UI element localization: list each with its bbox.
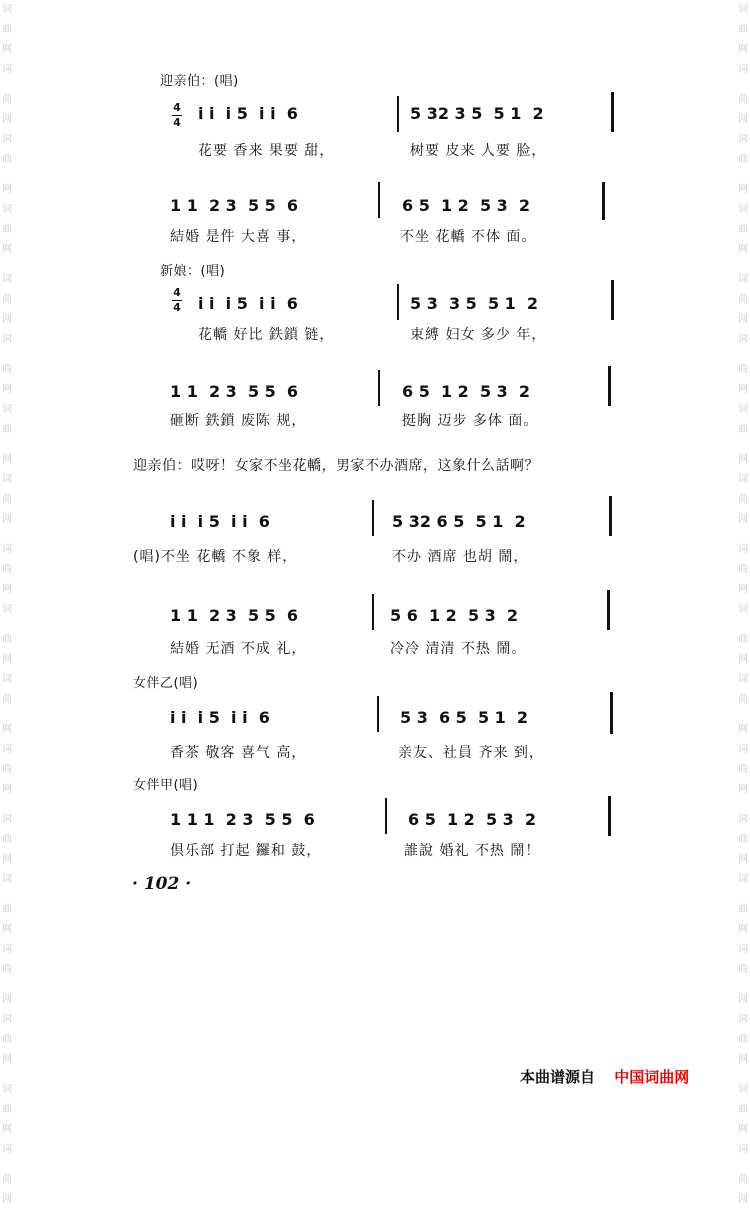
watermark-glyph: 曲 xyxy=(738,1034,748,1045)
bar-line xyxy=(608,366,611,406)
watermark-glyph: 曲 xyxy=(2,1104,12,1115)
watermark-glyph: 词 xyxy=(2,674,12,685)
role-label: 新娘：(唱) xyxy=(160,264,226,279)
watermark-glyph: 网 xyxy=(738,1194,748,1205)
notation-measure-a: i i i 5 i i 6 xyxy=(198,104,298,123)
watermark-glyph: 网 xyxy=(2,314,12,325)
watermark-glyph: 曲 xyxy=(738,94,748,105)
time-signature xyxy=(172,287,182,314)
watermark-glyph: 词 xyxy=(2,204,12,215)
watermark-glyph: 曲 xyxy=(738,634,748,645)
watermark-glyph: 曲 xyxy=(738,224,748,235)
bar-line xyxy=(378,370,380,406)
notation-measure-b: 6 5 1 2 5 3 2 xyxy=(402,196,531,215)
watermark-glyph: 词 xyxy=(738,1014,748,1025)
watermark-glyph: 曲 xyxy=(738,294,748,305)
bar-line xyxy=(611,92,614,132)
watermark-glyph: 词 xyxy=(2,474,12,485)
watermark-glyph: 词 xyxy=(2,944,12,955)
lyrics-line-b: 不坐 花轎 不体 面。 xyxy=(400,229,537,245)
lyrics-line-a xyxy=(133,546,297,566)
watermark-glyph: 网 xyxy=(738,384,748,395)
watermark-glyph: 曲 xyxy=(738,364,748,375)
lyrics-line-a: 結婚 是件 大喜 事， xyxy=(170,229,307,245)
lyrics-line-b: 树要 皮来 人要 脸， xyxy=(410,143,547,159)
watermark-glyph: 网 xyxy=(738,244,748,255)
watermark-glyph: 曲 xyxy=(2,364,12,375)
watermark-glyph: 词 xyxy=(738,474,748,485)
bar-line xyxy=(377,696,379,732)
watermark-glyph: 词 xyxy=(738,544,748,555)
watermark-glyph: 词 xyxy=(738,64,748,75)
lyrics-prefix: (唱) xyxy=(133,549,161,565)
watermark-glyph: 词 xyxy=(2,604,12,615)
watermark-glyph: 曲 xyxy=(2,294,12,305)
watermark-glyph: 网 xyxy=(2,1194,12,1205)
source-credit xyxy=(520,1066,689,1087)
watermark-glyph: 网 xyxy=(738,314,748,325)
watermark-glyph: 曲 xyxy=(2,964,12,975)
bar-line xyxy=(385,798,387,834)
watermark-glyph: 曲 xyxy=(738,764,748,775)
watermark-glyph: 网 xyxy=(738,854,748,865)
watermark-glyph: 网 xyxy=(738,454,748,465)
watermark-glyph: 词 xyxy=(2,874,12,885)
watermark-glyph: 曲 xyxy=(2,154,12,165)
time-signature-top: 4 xyxy=(173,286,181,299)
notation-measure-a: 1 1 2 3 5 5 6 xyxy=(170,196,299,215)
watermark-glyph: 曲 xyxy=(2,224,12,235)
notation-measure-b: 6 5 1 2 5 3 2 xyxy=(402,382,531,401)
watermark-glyph: 词 xyxy=(738,944,748,955)
watermark-glyph: 词 xyxy=(738,134,748,145)
watermark-glyph: 词 xyxy=(2,814,12,825)
watermark-glyph: 曲 xyxy=(738,1104,748,1115)
lyrics-line-b: 不办 酒席 也胡 鬧， xyxy=(392,549,529,565)
watermark-glyph: 词 xyxy=(738,404,748,415)
watermark-glyph: 曲 xyxy=(2,1034,12,1045)
watermark-glyph: 曲 xyxy=(2,494,12,505)
watermark-glyph: 词 xyxy=(2,404,12,415)
lyrics-line-a: 倶乐部 打起 鑼和 鼓， xyxy=(170,843,322,859)
watermark-glyph: 词 xyxy=(2,1014,12,1025)
source-prefix: 本曲谱源自 xyxy=(520,1068,596,1086)
watermark-glyph: 网 xyxy=(738,924,748,935)
watermark-glyph: 网 xyxy=(2,654,12,665)
watermark-glyph: 词 xyxy=(738,814,748,825)
watermark-glyph: 网 xyxy=(2,244,12,255)
watermark-glyph: 网 xyxy=(738,724,748,735)
bar-line xyxy=(611,280,614,320)
watermark-glyph: 网 xyxy=(738,654,748,665)
watermark-glyph: 词 xyxy=(738,874,748,885)
watermark-glyph: 词 xyxy=(2,744,12,755)
time-signature-bottom: 4 xyxy=(173,301,181,314)
notation-measure-b: 5 32 3 5 5 1 2 xyxy=(410,104,544,123)
notation-measure-b: 5 3 6 5 5 1 2 xyxy=(400,708,529,727)
notation-measure-a: i i i 5 i i 6 xyxy=(170,708,270,727)
watermark-glyph: 曲 xyxy=(2,694,12,705)
watermark-glyph: 网 xyxy=(2,724,12,735)
bar-line xyxy=(378,182,380,218)
watermark-glyph: 曲 xyxy=(2,24,12,35)
watermark-glyph: 网 xyxy=(738,114,748,125)
bar-line xyxy=(602,182,605,220)
watermark-glyph: 网 xyxy=(2,1124,12,1135)
source-site-link[interactable]: 中国词曲网 xyxy=(614,1068,690,1086)
watermark-glyph: 词 xyxy=(738,204,748,215)
watermark-glyph: 曲 xyxy=(2,634,12,645)
watermark-glyph: 网 xyxy=(738,584,748,595)
watermark-glyph: 网 xyxy=(2,514,12,525)
notation-measure-a: 1 1 2 3 5 5 6 xyxy=(170,606,299,625)
time-signature xyxy=(172,102,182,129)
time-signature-top: 4 xyxy=(173,101,181,114)
watermark-glyph: 词 xyxy=(738,4,748,15)
lyrics-line-b: 誰說 婚礼 不热 鬧！ xyxy=(404,843,541,859)
role-label: 女伴乙(唱) xyxy=(133,676,199,691)
watermark-glyph: 词 xyxy=(738,674,748,685)
time-signature-bottom: 4 xyxy=(173,116,181,129)
watermark-glyph: 曲 xyxy=(738,834,748,845)
watermark-glyph: 词 xyxy=(738,744,748,755)
watermark-glyph: 词 xyxy=(2,544,12,555)
lyrics-line-a: 香茶 敬客 喜气 高， xyxy=(170,745,307,761)
role-label: 女伴甲(唱) xyxy=(133,778,199,793)
bar-line xyxy=(610,692,613,734)
lyrics-text: 不坐 花轎 不象 样， xyxy=(160,549,298,565)
notation-measure-b: 5 6 1 2 5 3 2 xyxy=(390,606,519,625)
bar-line xyxy=(397,284,399,320)
notation-measure-b: 5 32 6 5 5 1 2 xyxy=(392,512,526,531)
watermark-glyph: 网 xyxy=(2,584,12,595)
watermark-glyph: 网 xyxy=(738,994,748,1005)
watermark-glyph: 网 xyxy=(2,184,12,195)
lyrics-line-b: 挺胸 迈步 多体 面。 xyxy=(402,413,539,429)
watermark-glyph: 网 xyxy=(2,114,12,125)
watermark-glyph: 曲 xyxy=(2,904,12,915)
watermark-glyph: 曲 xyxy=(738,24,748,35)
bar-line xyxy=(372,594,374,630)
lyrics-line-b: 冷冷 清清 不热 鬧。 xyxy=(390,641,527,657)
watermark-glyph: 词 xyxy=(2,274,12,285)
watermark-glyph: 词 xyxy=(2,334,12,345)
watermark-glyph: 网 xyxy=(2,854,12,865)
watermark-left xyxy=(0,0,14,1205)
bar-line xyxy=(609,496,612,536)
notation-measure-b: 5 3 3 5 5 1 2 xyxy=(410,294,539,313)
spoken-dialogue: 迎亲伯：哎呀！女家不坐花轎，男家不办酒席，这象什么話啊？ xyxy=(133,458,539,474)
role-label: 迎亲伯：(唱) xyxy=(160,74,239,89)
bar-line xyxy=(397,96,399,132)
watermark-glyph: 网 xyxy=(738,1124,748,1135)
watermark-glyph: 词 xyxy=(2,64,12,75)
watermark-glyph: 词 xyxy=(2,1084,12,1095)
notation-measure-a: i i i 5 i i 6 xyxy=(198,294,298,313)
watermark-right xyxy=(736,0,750,1205)
watermark-glyph: 曲 xyxy=(2,1174,12,1185)
bar-line xyxy=(607,590,610,630)
notation-measure-a: 1 1 2 3 5 5 6 xyxy=(170,382,299,401)
watermark-glyph: 网 xyxy=(2,924,12,935)
watermark-glyph: 网 xyxy=(738,184,748,195)
watermark-glyph: 网 xyxy=(738,784,748,795)
lyrics-line-a: 結婚 无酒 不成 礼， xyxy=(170,641,307,657)
watermark-glyph: 网 xyxy=(2,384,12,395)
watermark-glyph: 曲 xyxy=(738,564,748,575)
lyrics-line-a: 花轎 好比 鉄鎖 链， xyxy=(198,327,335,343)
watermark-glyph: 网 xyxy=(738,1054,748,1065)
watermark-glyph: 曲 xyxy=(2,94,12,105)
watermark-glyph: 曲 xyxy=(2,764,12,775)
watermark-glyph: 词 xyxy=(2,134,12,145)
notation-measure-b: 6 5 1 2 5 3 2 xyxy=(408,810,537,829)
watermark-glyph: 曲 xyxy=(738,904,748,915)
lyrics-line-a: 砸断 鉄鎖 废陈 规， xyxy=(170,413,307,429)
watermark-glyph: 词 xyxy=(738,1144,748,1155)
watermark-glyph: 曲 xyxy=(2,834,12,845)
watermark-glyph: 曲 xyxy=(738,154,748,165)
lyrics-line-b: 束縛 妇女 多少 年， xyxy=(410,327,547,343)
page-number: · 102 · xyxy=(132,874,192,894)
watermark-glyph: 网 xyxy=(2,1054,12,1065)
bar-line xyxy=(608,796,611,836)
watermark-glyph: 网 xyxy=(2,454,12,465)
watermark-glyph: 曲 xyxy=(738,964,748,975)
watermark-glyph: 网 xyxy=(2,994,12,1005)
watermark-glyph: 词 xyxy=(2,4,12,15)
bar-line xyxy=(372,500,374,536)
watermark-glyph: 网 xyxy=(738,514,748,525)
notation-measure-a: 1 1 1 2 3 5 5 6 xyxy=(170,810,315,829)
notation-measure-a: i i i 5 i i 6 xyxy=(170,512,270,531)
watermark-glyph: 曲 xyxy=(2,424,12,435)
watermark-glyph: 曲 xyxy=(738,1174,748,1185)
watermark-glyph: 网 xyxy=(2,44,12,55)
watermark-glyph: 词 xyxy=(738,274,748,285)
lyrics-line-b: 亲友、社員 齐来 到， xyxy=(398,745,544,761)
watermark-glyph: 词 xyxy=(738,604,748,615)
lyrics-line-a: 花要 香来 果要 甜， xyxy=(198,143,335,159)
watermark-glyph: 网 xyxy=(2,784,12,795)
watermark-glyph: 曲 xyxy=(738,424,748,435)
watermark-glyph: 词 xyxy=(2,1144,12,1155)
watermark-glyph: 网 xyxy=(738,44,748,55)
watermark-glyph: 词 xyxy=(738,334,748,345)
watermark-glyph: 曲 xyxy=(738,494,748,505)
watermark-glyph: 词 xyxy=(738,1084,748,1095)
watermark-glyph: 曲 xyxy=(738,694,748,705)
watermark-glyph: 曲 xyxy=(2,564,12,575)
